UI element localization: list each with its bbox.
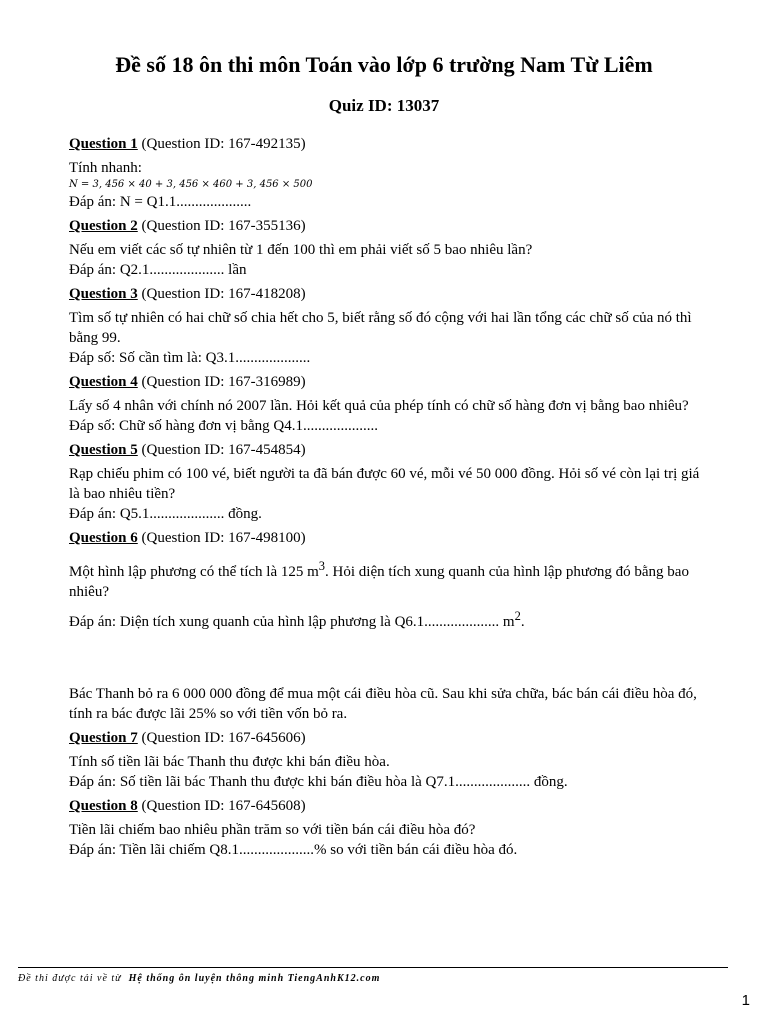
question-5-id: (Question ID: 167-454854): [137, 442, 306, 458]
footer-brand: Hệ thống ôn luyện thông minh TiengAnhK12.com: [128, 973, 381, 984]
question-6-answer-part2: .: [520, 614, 525, 630]
question-1-label: Question 1: [69, 136, 138, 152]
question-4-id: (Question ID: 167-316989): [137, 374, 306, 390]
quiz-id: Quiz ID: 13037: [328, 96, 440, 115]
question-7-id: (Question ID: 167-645606): [137, 730, 306, 746]
question-2-text: Nếu em viết các số tự nhiên từ 1 đến 100 thì em phải viết số 5 bao nhiêu lần?: [69, 242, 533, 258]
question-1-header: [69, 134, 709, 154]
question-6-answer: [69, 606, 709, 632]
question-6-exponent: 3: [318, 559, 326, 573]
question-7-text: Tính số tiền lãi bác Thanh thu được khi bán điều hòa.: [69, 754, 390, 770]
question-8-label: Question 8: [69, 798, 138, 814]
footer-prefix: Đề thi được tải về từ: [18, 973, 122, 984]
question-5-answer: Đáp án: Q5.1.................... đồng.: [69, 506, 262, 522]
question-4-label: Question 4: [69, 374, 138, 390]
question-5-text: Rạp chiếu phim có 100 vé, biết người ta đã bán được 60 vé, mỗi vé 50 000 đồng. Hỏi số vé còn lại trị giá là bao nhiêu tiền?: [69, 466, 700, 502]
question-1-answer: Đáp án: N = Q1.1....................: [69, 194, 252, 210]
question-2-header: [69, 216, 709, 236]
question-8-header: [69, 796, 709, 816]
question-2-id: (Question ID: 167-355136): [137, 218, 306, 234]
question-6-text-part1: Một hình lập phương có thể tích là 125 m: [69, 564, 319, 580]
question-4-answer: Đáp số: Chữ số hàng đơn vị bằng Q4.1....................: [69, 418, 378, 434]
question-3-header: [69, 284, 709, 304]
question-6-label: Question 6: [69, 530, 138, 546]
section-gap: [69, 632, 709, 684]
question-2-answer: Đáp án: Q2.1.................... lần: [69, 262, 247, 278]
question-4-text: Lấy số 4 nhân với chính nó 2007 lần. Hỏi kết quả của phép tính có chữ số hàng đơn vị bằng bao nhiêu?: [69, 398, 689, 414]
question-6-text-part2: . Hỏi diện tích xung quanh của hình lập phương đó bằng bao nhiêu?: [69, 564, 689, 600]
question-8-text: Tiền lãi chiếm bao nhiêu phần trăm so với tiền bán cái điều hòa đó?: [69, 822, 476, 838]
page-number: 1: [741, 992, 750, 1009]
footer: [18, 973, 380, 984]
question-5-label: Question 5: [69, 442, 138, 458]
question-3-label: Question 3: [69, 286, 138, 302]
question-5-header: [69, 440, 709, 460]
question-4-header: [69, 372, 709, 392]
question-3-text: Tìm số tự nhiên có hai chữ số chia hết cho 5, biết rằng số đó cộng với hai lần tổng các chữ số của nó thì bằng 99.: [69, 310, 692, 346]
question-1-formula: N = 3, 456 × 40 + 3, 456 × 460 + 3, 456 × 500: [69, 179, 313, 190]
question-6-id: (Question ID: 167-498100): [137, 530, 306, 546]
question-8-id: (Question ID: 167-645608): [137, 798, 306, 814]
question-8-answer: Đáp án: Tiền lãi chiếm Q8.1....................% so với tiền bán cái điều hòa đó.: [69, 842, 518, 858]
question-list: [69, 134, 709, 860]
question-1-id: (Question ID: 167-492135): [137, 136, 306, 152]
question-6-answer-part1: Đáp án: Diện tích xung quanh của hình lập phương là Q6.1.................... m: [69, 614, 515, 630]
question-2-label: Question 2: [69, 218, 138, 234]
question-7-answer: Đáp án: Số tiền lãi bác Thanh thu được khi bán điều hòa là Q7.1.................... đồng.: [69, 774, 568, 790]
page-title: Đề số 18 ôn thi môn Toán vào lớp 6 trường Nam Từ Liêm: [115, 52, 653, 77]
question-3-id: (Question ID: 167-418208): [137, 286, 306, 302]
question-6-answer-exponent: 2: [514, 609, 521, 623]
shared-passage: Bác Thanh bỏ ra 6 000 000 đồng để mua một cái điều hòa cũ. Sau khi sửa chữa, bác bán cái điều hòa đó, tính ra bác được lãi 25% so với tiền vốn bỏ ra.: [69, 686, 697, 722]
question-7-header: [69, 728, 709, 748]
question-6-text: [69, 556, 709, 602]
footer-divider: [18, 967, 728, 968]
question-3-answer: Đáp số: Số cần tìm là: Q3.1....................: [69, 350, 311, 366]
question-1-text: Tính nhanh:: [69, 160, 142, 176]
question-6-header: [69, 528, 709, 548]
question-7-label: Question 7: [69, 730, 138, 746]
